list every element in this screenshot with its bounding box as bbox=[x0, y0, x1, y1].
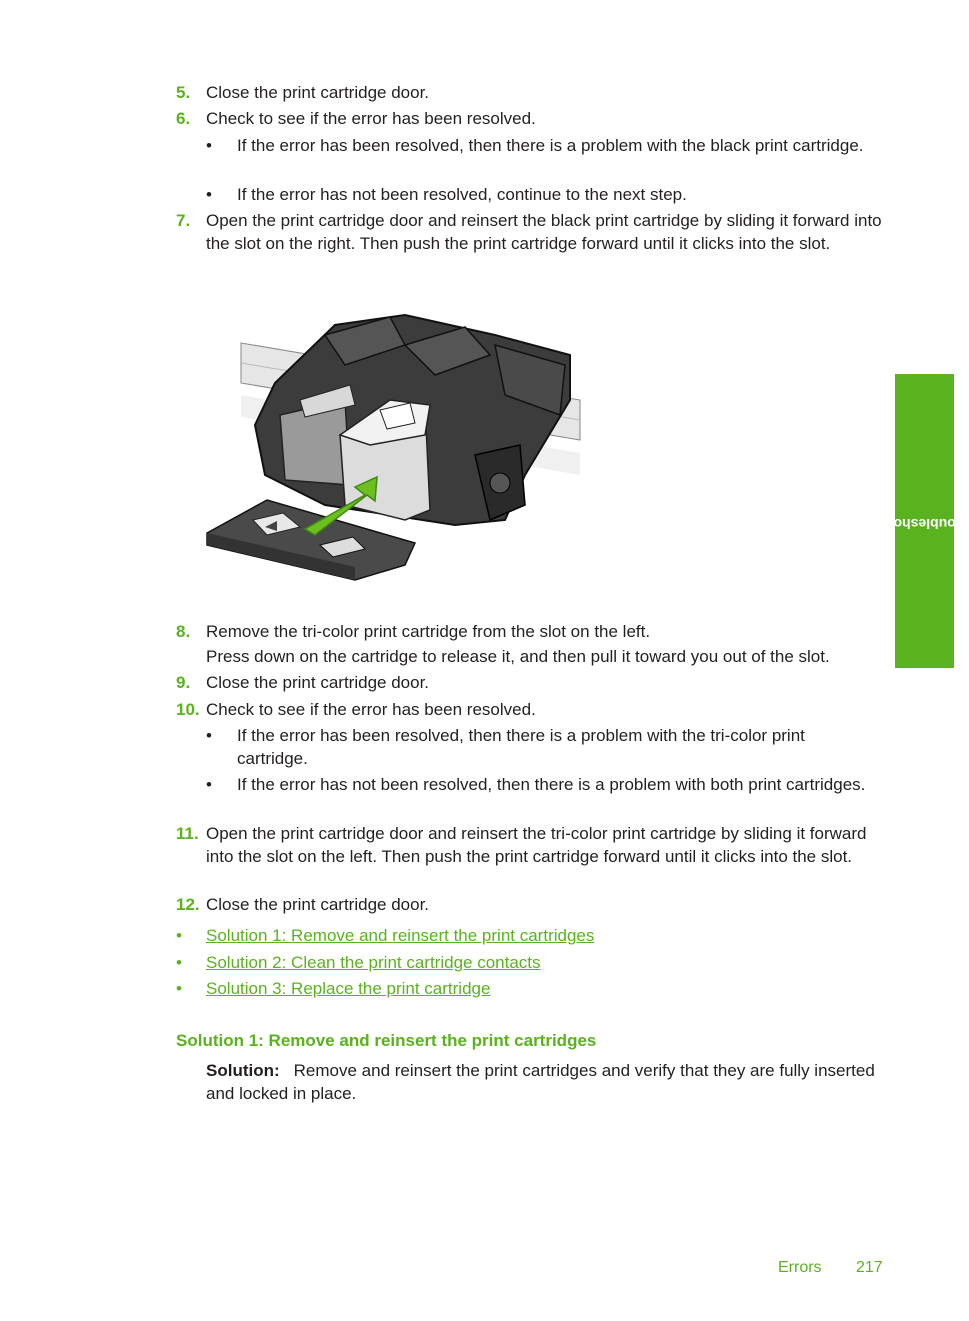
page-number: 217 bbox=[856, 1259, 883, 1276]
step-5 bbox=[176, 81, 888, 104]
step-text: Close the print cartridge door. bbox=[206, 673, 430, 692]
solution-2-link[interactable]: Solution 2: Clean the print cartridge contacts bbox=[206, 953, 541, 972]
bullet-dot: • bbox=[206, 136, 212, 155]
cartridge-insertion-illustration bbox=[205, 305, 585, 585]
solution-link-item bbox=[176, 951, 776, 974]
step-text: Open the print cartridge door and reinsert the black print cartridge by sliding it forward into the slot on the right. Then push the print cartridge forward until it clicks into the slot. bbox=[206, 211, 882, 253]
step-number: 8. bbox=[176, 622, 191, 641]
step-text: Close the print cartridge door. bbox=[206, 895, 430, 914]
solution-1-link[interactable]: Solution 1: Remove and reinsert the print cartridges bbox=[206, 926, 595, 945]
bullet-item bbox=[206, 183, 866, 206]
bullet-text: If the error has not been resolved, continue to the next step. bbox=[237, 185, 687, 204]
bullet-dot: • bbox=[206, 185, 212, 204]
solution-label: Solution: bbox=[206, 1061, 280, 1080]
side-tab-label: Troubleshooting bbox=[859, 516, 969, 532]
step-text: Close the print cartridge door. bbox=[206, 83, 430, 102]
bullet-text: If the error has been resolved, then there is a problem with the tri-color print cartridge. bbox=[237, 726, 805, 768]
bullet-dot: • bbox=[176, 979, 182, 998]
step-text: Remove the tri-color print cartridge from the slot on the left. bbox=[206, 622, 651, 641]
solution-text: Remove and reinsert the print cartridges and verify that they are fully inserted and locked in place. bbox=[206, 1061, 875, 1103]
section-heading: Solution 1: Remove and reinsert the print cartridges bbox=[176, 1031, 597, 1050]
chapter-side-tab bbox=[859, 374, 969, 668]
step-number: 7. bbox=[176, 211, 191, 230]
solution-paragraph bbox=[206, 1059, 886, 1105]
bullet-dot: • bbox=[176, 953, 182, 972]
step-7 bbox=[176, 209, 888, 255]
bullet-text: If the error has been resolved, then there is a problem with the black print cartridge. bbox=[237, 136, 864, 155]
step-9 bbox=[176, 671, 888, 694]
solution-link-item bbox=[176, 924, 776, 947]
step-6 bbox=[176, 107, 888, 130]
step-number: 12. bbox=[176, 895, 200, 914]
bullet-item bbox=[206, 773, 866, 796]
bullet-item bbox=[206, 134, 866, 157]
step-12 bbox=[176, 893, 888, 916]
step-number: 5. bbox=[176, 83, 191, 102]
step-8 bbox=[176, 620, 888, 668]
step-number: 9. bbox=[176, 673, 191, 692]
step-text: Open the print cartridge door and reinsert the tri-color print cartridge by sliding it forward into the slot on the left. Then push the print cartridge forward until it clicks into the slot. bbox=[206, 824, 867, 866]
bullet-dot: • bbox=[176, 926, 182, 945]
footer-section: Errors bbox=[778, 1259, 822, 1276]
bullet-text: If the error has not been resolved, then there is a problem with both print cartridges. bbox=[237, 775, 866, 794]
step-11 bbox=[176, 822, 888, 868]
step-number: 6. bbox=[176, 109, 191, 128]
solution-3-link[interactable]: Solution 3: Replace the print cartridge bbox=[206, 979, 491, 998]
bullet-dot: • bbox=[206, 726, 212, 745]
step-text: Check to see if the error has been resolved. bbox=[206, 700, 536, 719]
step-number: 11. bbox=[176, 824, 199, 843]
step-10 bbox=[176, 698, 888, 721]
step-text: Check to see if the error has been resolved. bbox=[206, 109, 536, 128]
step-detail: Press down on the cartridge to release it, and then pull it toward you out of the slot. bbox=[206, 647, 830, 666]
bullet-item bbox=[206, 724, 866, 770]
bullet-dot: • bbox=[206, 775, 212, 794]
solution-link-item bbox=[176, 977, 776, 1000]
step-number: 10. bbox=[176, 700, 200, 719]
